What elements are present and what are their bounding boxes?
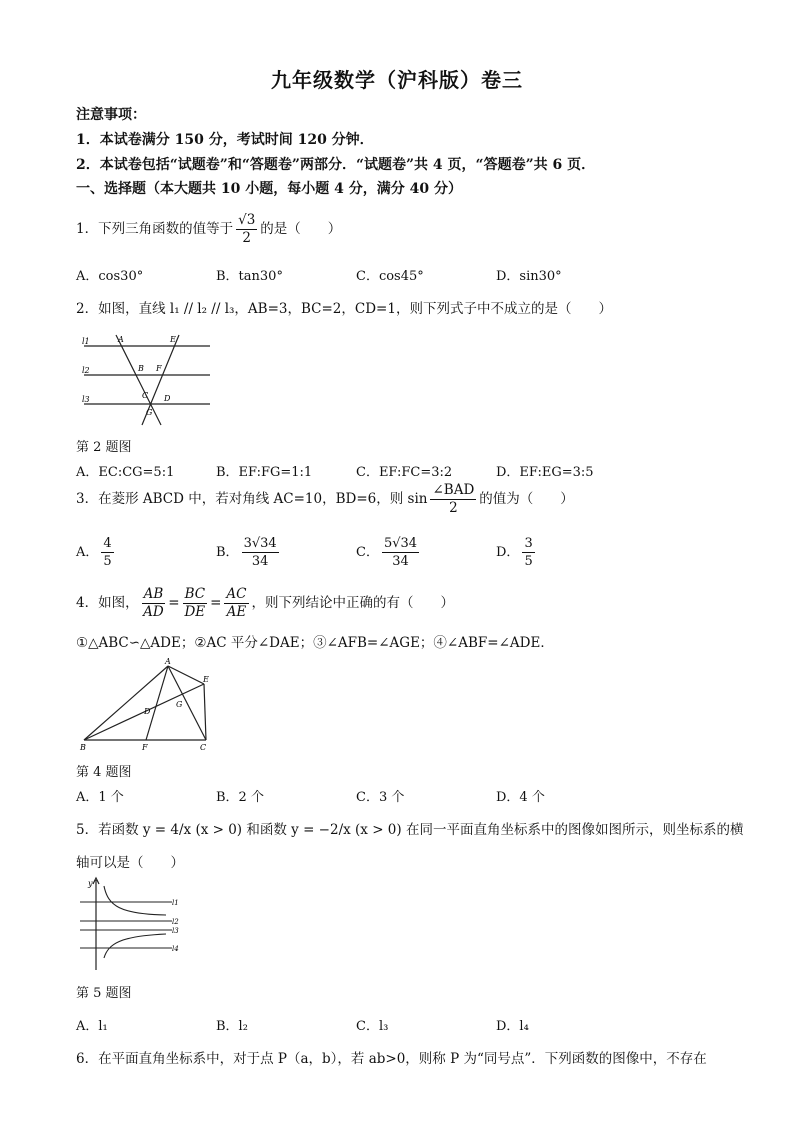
q5-option-d[interactable]: D．l₄ [496, 1019, 529, 1034]
q2-option-c[interactable]: C．EF:FC=3:2 [356, 465, 453, 480]
q5-option-c[interactable]: C．l₃ [356, 1019, 389, 1034]
question-5-stem-line-1: 5．若函数 y = 4/x (x > 0) 和函数 y = −2/x (x > 0) 在同一平面直角坐标系中的图像如图所示，则坐标系的横 [76, 822, 744, 838]
q4-label-A: A [165, 657, 171, 666]
q4-segment-AE [168, 666, 204, 684]
q3-d-label: D． [496, 545, 520, 560]
q5-label-l4: l4 [172, 945, 179, 953]
q3-a-den: 5 [103, 554, 112, 569]
q4-figure [76, 656, 216, 752]
q3-stem-b: 的值为（ ） [479, 491, 574, 507]
q3-b-den: 34 [251, 554, 269, 569]
q4-label-G: G [176, 700, 183, 709]
q2-label-E: E [170, 335, 176, 344]
q1-stem-b: 的是（ ） [260, 221, 342, 237]
q3-a-num: 4 [103, 536, 112, 551]
q4-label-D: D [144, 707, 151, 716]
section-heading: 一、选择题（本大题共 10 小题，每小题 4 分，满分 40 分） [76, 181, 462, 197]
question-2-stem: 2．如图，直线 l₁ // l₂ // l₃，AB=3，BC=2，CD=1，则下列式子中不成立的是（ ） [76, 301, 612, 317]
q4-label-F: F [142, 743, 148, 752]
q2-label-G: G [146, 408, 153, 417]
q3-c-den: 34 [392, 554, 409, 569]
q4-label-C: C [200, 743, 207, 752]
q5-label-y: y [88, 879, 93, 888]
q2-label-l1: l1 [82, 337, 90, 346]
q5-caption: 第 5 题图 [76, 986, 132, 1001]
q4-option-d[interactable]: D．4 个 [496, 790, 545, 805]
q5-option-b[interactable]: B．l₂ [216, 1019, 248, 1034]
q5-curve-lower [104, 934, 166, 958]
q3-option-c[interactable] [356, 535, 422, 570]
q4-label-B: B [80, 743, 86, 752]
q2-label-A: A [118, 335, 124, 344]
q5-label-l1: l1 [172, 899, 179, 907]
q3-a-label: A． [76, 545, 99, 560]
question-1-stem [76, 212, 341, 247]
q1-frac-den: 2 [242, 230, 251, 246]
q2-label-C: C [142, 391, 149, 400]
q2-figure [76, 330, 216, 430]
q4-caption: 第 4 题图 [76, 765, 132, 780]
q4-f1-num: AB [143, 586, 164, 602]
question-6-stem: 6．在平面直角坐标系中，对于点 P（a，b），若 ab>0，则称 P 为“同号点”．下列函数的图像中，不存在 [76, 1051, 707, 1067]
q4-f1-den: AD [143, 604, 164, 620]
q4-conclusions: ①△ABC∽△ADE；②AC 平分∠DAE；③∠AFB=∠AGE；④∠ABF=∠ADE． [76, 635, 554, 651]
q5-figure [76, 874, 186, 974]
q4-f2-den: DE [184, 604, 206, 620]
q1-option-b[interactable]: B．tan30° [216, 269, 283, 284]
q2-label-D: D [164, 394, 171, 403]
q2-label-l2: l2 [82, 366, 90, 375]
q1-option-c[interactable]: C．cos45° [356, 269, 424, 284]
q2-label-F: F [156, 364, 162, 373]
q3-b-label: B． [216, 545, 239, 560]
question-4-stem: 4．如图， $\frac{AB}{AD}$ = $\frac{BC}{DE}$ = $\frac{AC}{AE}$ ，则下列结论中正确的有（ ） [76, 586, 454, 620]
q3-c-num: 5√34 [383, 536, 418, 551]
q4-segment-AC [168, 666, 206, 740]
q3-option-a[interactable] [76, 535, 117, 570]
notes-heading: 注意事项： [76, 107, 146, 123]
q1-fraction [236, 212, 257, 247]
q2-option-b[interactable]: B．EF:FG=1:1 [216, 465, 313, 480]
q2-option-a[interactable]: A．EC:CG=5:1 [76, 465, 175, 480]
question-3-stem [76, 482, 574, 517]
q4-option-a[interactable]: A．1 个 [76, 790, 124, 805]
q3-fraction [430, 482, 476, 517]
q2-label-B: B [138, 364, 144, 373]
q2-label-l3: l3 [82, 395, 90, 404]
q4-option-c[interactable]: C．3 个 [356, 790, 405, 805]
q5-label-l2: l2 [172, 918, 179, 926]
q4-segment-BA [84, 666, 168, 740]
q3-d-den: 5 [524, 554, 533, 569]
q5-label-l3: l3 [172, 927, 179, 935]
q4-f3-num: AC [226, 586, 247, 602]
q4-stem-a: 4．如图， [76, 595, 139, 611]
q3-frac-den: 2 [449, 500, 458, 516]
q4-option-b[interactable]: B．2 个 [216, 790, 264, 805]
q2-option-d[interactable]: D．EF:EG=3:5 [496, 465, 594, 480]
q3-stem-a: 3．在菱形 ABCD 中，若对角线 AC=10，BD=6，则 sin [76, 491, 428, 507]
q4-f3-den: AE [226, 604, 247, 620]
q3-c-label: C． [356, 545, 379, 560]
notes-item-1: 1．本试卷满分 150 分，考试时间 120 分钟． [76, 132, 374, 148]
q3-b-num: 3√34 [243, 536, 277, 551]
q3-frac-num: ∠BAD [432, 482, 475, 498]
q1-frac-num: √3 [238, 212, 256, 228]
notes-item-2: 2．本试卷包括“试题卷”和“答题卷”两部分．“试题卷”共 4 页，“答题卷”共 6 页． [76, 157, 596, 173]
q2-transversal-1 [116, 335, 161, 425]
q5-curve-upper [104, 886, 166, 915]
q4-segment-EC [204, 684, 206, 740]
q5-option-a[interactable]: A．l₁ [76, 1019, 108, 1034]
q1-stem-a: 1．下列三角函数的值等于 [76, 221, 234, 237]
question-5-stem-line-2: 轴可以是（ ） [76, 855, 184, 871]
q4-label-E: E [203, 675, 209, 684]
q3-option-b[interactable] [216, 535, 282, 570]
q1-option-d[interactable]: D．sin30° [496, 269, 562, 284]
q3-option-d[interactable] [496, 535, 538, 570]
q3-d-num: 3 [524, 536, 533, 551]
q4-f2-num: BC [184, 586, 206, 602]
q4-stem-b: ，则下列结论中正确的有（ ） [251, 595, 454, 611]
q2-caption: 第 2 题图 [76, 440, 132, 455]
page-title: 九年级数学（沪科版）卷三 [271, 68, 523, 92]
q1-option-a[interactable]: A．cos30° [76, 269, 144, 284]
